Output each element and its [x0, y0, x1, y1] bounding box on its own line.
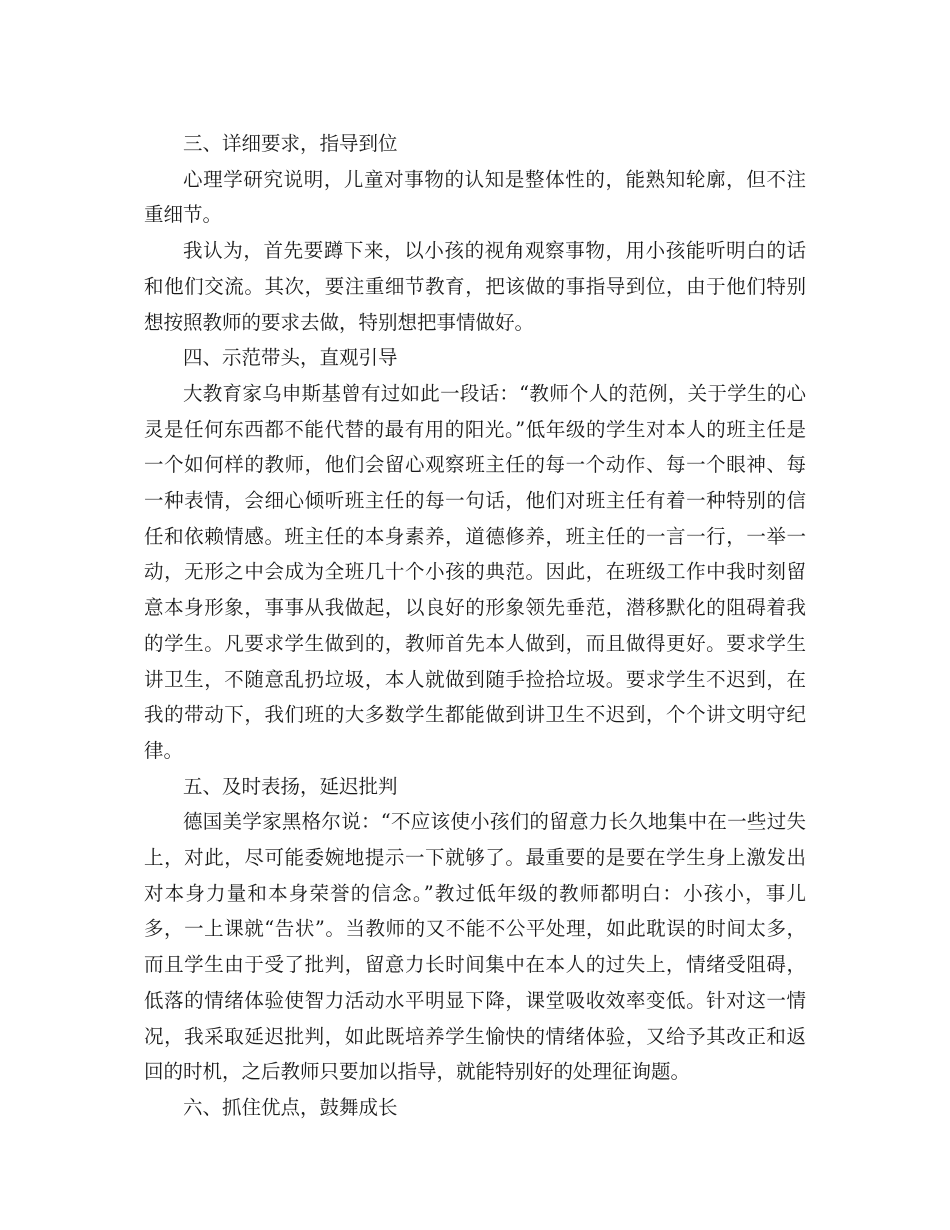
- paragraph: 心理学研究说明，儿童对事物的认知是整体性的，能熟知轮廓，但不注重细节。: [144, 167, 806, 227]
- paragraph: 大教育家乌申斯基曾有过如此一段话：“教师个人的范例，关于学生的心灵是任何东西都不能代替的最有用的阳光。”低年级的学生对本人的班主任是一个如何样的教师，他们会留心观察班主任的每一个动作、每一个眼神、每一种表情，会细心倾听班主任的每一句话，他们对班主任有着一种特别的信任和依赖情感。班主任的本身素养，道德修养，班主任的一言一行，一举一动，无形之中会成为全班几十个小孩的典范。因此，在班级工作中我时刻留意本身形象，事事从我做起，以良好的形象领先垂范，潜移默化的阻碍着我的学生。凡要求学生做到的，教师首先本人做到，而且做得更好。要求学生讲卫生，不随意乱扔垃圾，本人就做到随手捡拾垃圾。要求学生不迟到，在我的带动下，我们班的大多数学生都能做到讲卫生不迟到，个个讲文明守纪律。: [144, 381, 806, 762]
- paragraph: 我认为，首先要蹲下来，以小孩的视角观察事物，用小孩能听明白的话和他们交流。其次，要注重细节教育，把该做的事指导到位，由于他们特别想按照教师的要求去做，特别想把事情做好。: [144, 239, 806, 334]
- section-heading-4: 四、示范带头，直观引导: [183, 346, 398, 370]
- paragraph: 德国美学家黑格尔说：“不应该使小孩们的留意力长久地集中在一些过失上，对此，尽可能委婉地提示一下就够了。最重要的是要在学生身上激发出对本身力量和本身荣誉的信念。”教过低年级的教师都明白：小孩小，事儿多，一上课就“告状”。当教师的又不能不公平处理，如此耽误的时间太多，而且学生由于受了批判，留意力长时间集中在本人的过失上，情绪受阻碍，低落的情绪体验使智力活动水平明显下降，课堂吸收效率变低。针对这一情况，我采取延迟批判，如此既培养学生愉快的情绪体验，又给予其改正和返回的时机，之后教师只要加以指导，就能特别好的处理征询题。: [144, 810, 806, 1084]
- section-heading-6: 六、抓住优点，鼓舞成长: [183, 1095, 398, 1119]
- document-body: [144, 126, 806, 1126]
- section-heading-3: 三、详细要求，指导到位: [183, 132, 398, 155]
- section-heading-5: 五、及时表扬，延迟批判: [183, 774, 398, 798]
